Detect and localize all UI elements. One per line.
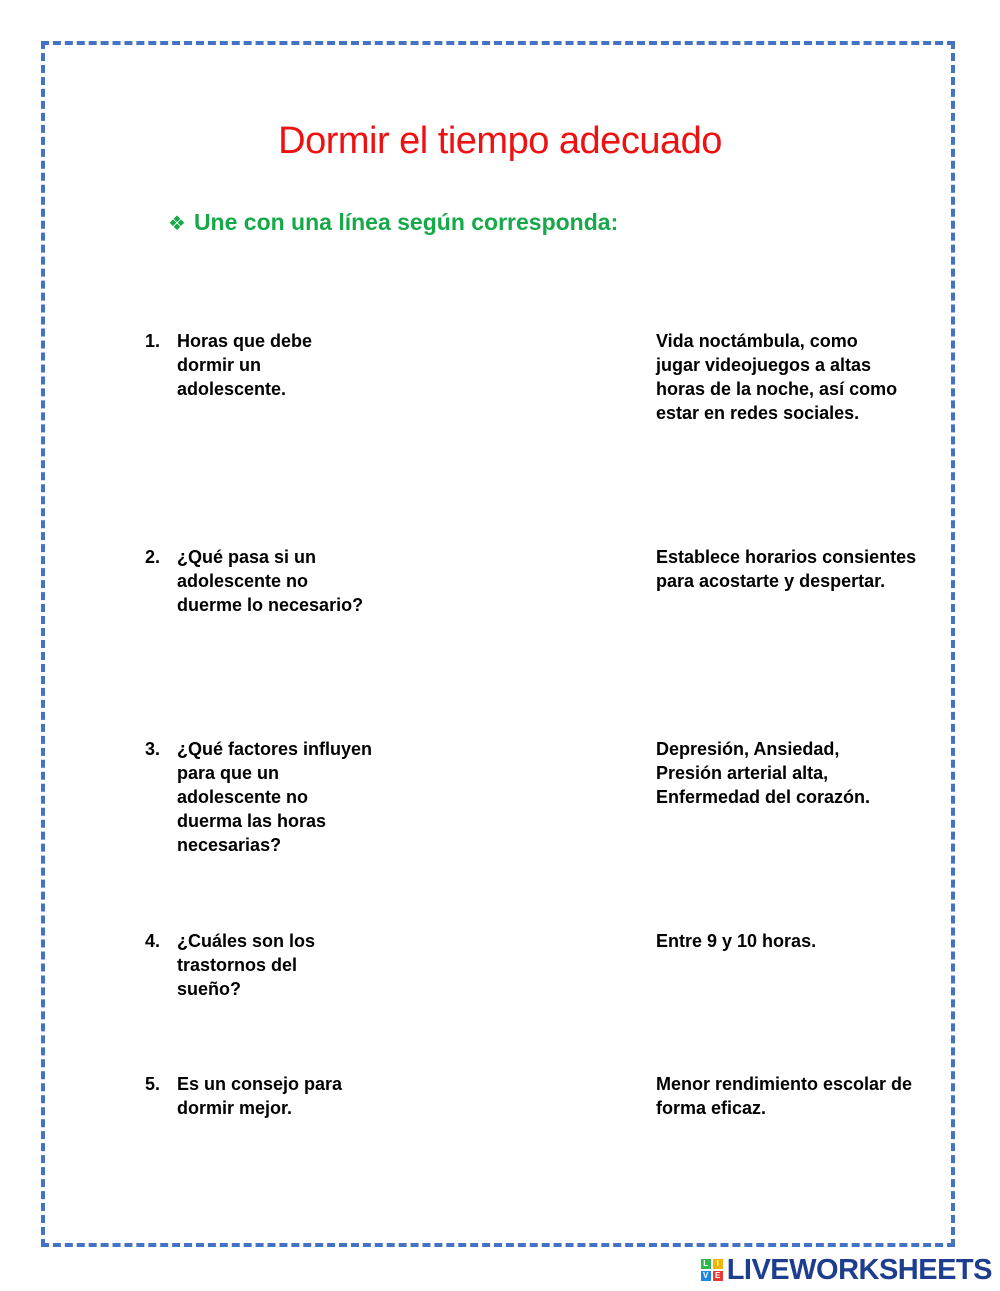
worksheet-title: Dormir el tiempo adecuado xyxy=(278,120,722,162)
answer-item[interactable]: Depresión, Ansiedad, Presión arterial alta, Enfermedad del corazón. xyxy=(656,739,871,807)
question-text: ¿Cuáles son los trastornos del sueño? xyxy=(177,931,316,999)
answer-item[interactable]: Entre 9 y 10 horas. xyxy=(656,931,817,951)
question-text: ¿Qué factores influyen para que un adolescente no duerma las horas necesarias? xyxy=(177,739,373,855)
question-item[interactable] xyxy=(145,329,375,401)
answer-item[interactable]: Vida noctámbula, como jugar videojuegos a altas horas de la noche, así como estar en redes sociales. xyxy=(656,331,898,423)
logo-block: E xyxy=(713,1271,723,1281)
instruction-text: Une con una línea según corresponda: xyxy=(193,209,619,235)
liveworksheets-logo xyxy=(701,1253,992,1287)
question-number: 4. xyxy=(145,931,161,951)
question-text: Horas que debe dormir un adolescente. xyxy=(177,331,313,399)
question-item[interactable] xyxy=(145,545,375,617)
question-text: Es un consejo para dormir mejor. xyxy=(177,1074,343,1118)
question-item[interactable] xyxy=(145,1072,375,1120)
answer-item[interactable]: Menor rendimiento escolar de forma eficaz. xyxy=(656,1074,913,1118)
logo-block: I xyxy=(713,1259,723,1269)
instruction xyxy=(168,209,618,236)
question-item[interactable] xyxy=(145,929,375,1001)
logo-block: L xyxy=(701,1259,711,1269)
watermark-text: LIVEWORKSHEETS xyxy=(726,1253,992,1286)
question-text: ¿Qué pasa si un adolescente no duerme lo necesario? xyxy=(177,547,364,615)
diamond-bullet-icon: ❖ xyxy=(168,213,186,235)
live-blocks-icon xyxy=(701,1259,723,1281)
question-number: 5. xyxy=(145,1074,161,1094)
question-number: 3. xyxy=(145,739,161,759)
question-number: 1. xyxy=(145,331,161,351)
question-number: 2. xyxy=(145,547,161,567)
logo-block: V xyxy=(701,1271,711,1281)
answer-item[interactable]: Establece horarios consientes para acostarte y despertar. xyxy=(656,547,917,591)
question-item[interactable] xyxy=(145,737,375,857)
